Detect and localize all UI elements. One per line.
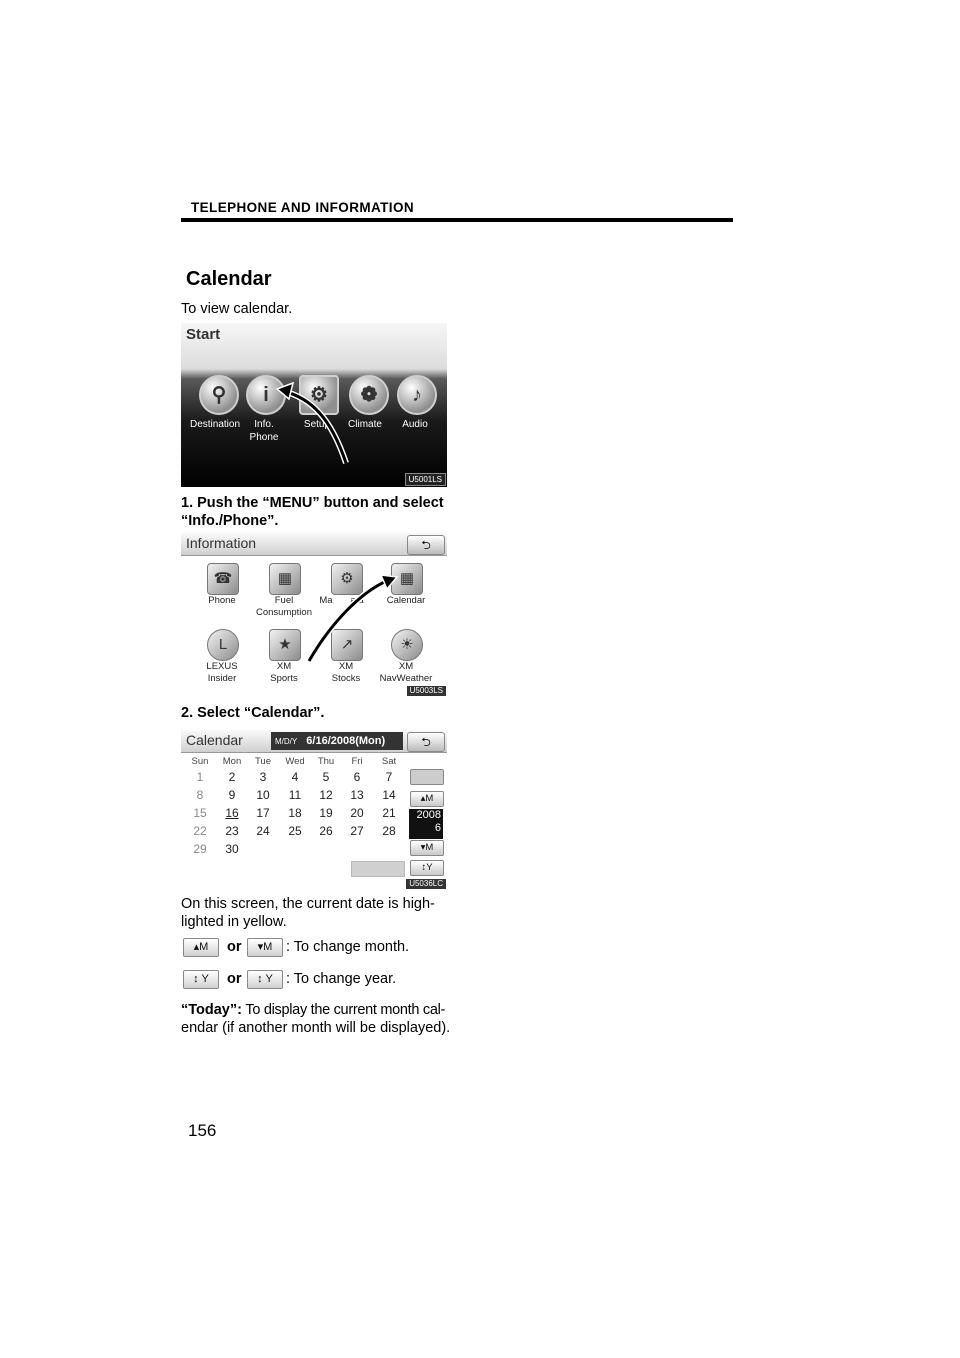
calendar-day: 26 (319, 824, 333, 838)
weather-icon: ☀ (391, 629, 423, 661)
calendar-day: 5 (322, 770, 330, 784)
weekday-header: Fri (351, 756, 363, 767)
calendar-day: 4 (291, 770, 299, 784)
info-item-lexus: LEXUS (206, 661, 238, 672)
date-field (271, 732, 403, 750)
today-text-1: To display the current month cal- (241, 1002, 446, 1018)
today-label: “Today”: (181, 1002, 242, 1018)
calendar-day: 2 (228, 770, 236, 784)
calendar-day: 28 (382, 824, 396, 838)
start-item-destination: Destination (189, 419, 241, 430)
info-item-xm-stocks: XM (338, 661, 354, 672)
phone-icon: ☎ (207, 563, 239, 595)
info-item-calendar: Calendar (386, 595, 426, 606)
weekday-header: Thu (317, 756, 335, 767)
calendar-day: 3 (259, 770, 267, 784)
calendar-day: 10 (256, 788, 270, 802)
weekday-header: Sun (191, 756, 209, 767)
weekday-header: Mon (222, 756, 242, 767)
calendar-day: 1 (196, 770, 204, 784)
start-item-setup: Setup (303, 419, 331, 430)
info-item-phone: Phone (208, 595, 236, 606)
info-item-maintenance-part2: ata (350, 595, 364, 606)
date-format: M/D/Y (275, 737, 298, 746)
weekday-header: Wed (285, 756, 305, 767)
image-code: U5001LS (405, 473, 446, 486)
pointer-arrow-icon (181, 323, 447, 487)
today-button (351, 861, 405, 877)
year-month-display (409, 809, 443, 839)
year-button: ↕Y (410, 860, 444, 876)
calendar-day: 29 (193, 842, 207, 856)
info-item-consumption: Consumption (256, 607, 312, 618)
title-bar (181, 730, 447, 753)
month-down-button-sample: ▾M (247, 938, 283, 957)
year-value: 2008 (416, 809, 441, 821)
month-up-button-sample: ▴M (183, 938, 219, 957)
header-rule (181, 218, 733, 222)
month-value: 6 (434, 822, 441, 834)
info-item-insider: Insider (207, 673, 237, 684)
month-down-button: ▾M (410, 840, 444, 856)
page-number: 156 (188, 1121, 217, 1140)
today-description-line-1 (181, 1001, 445, 1019)
calendar-day: 24 (256, 824, 270, 838)
step-1-line-1: 1. Push the “MENU” button and select (181, 495, 444, 511)
section-header: TELEPHONE AND INFORMATION (191, 200, 414, 215)
calendar-day: 17 (256, 806, 270, 820)
climate-icon: ❁ (349, 375, 389, 415)
info-item-fuel: Fuel (274, 595, 294, 606)
info-icon: i (246, 375, 286, 415)
today-description-line-2: endar (if another month will be displayed). (181, 1020, 451, 1036)
info-item-xm-navweather: XM (398, 661, 414, 672)
intro-text: To view calendar. (181, 301, 293, 317)
calendar-day: 16 (225, 806, 239, 820)
calendar-day: 27 (350, 824, 364, 838)
step-2: 2. Select “Calendar”. (181, 705, 325, 721)
calendar-day: 18 (288, 806, 302, 820)
start-screen-title: Start (186, 326, 221, 343)
current-date: 6/16/2008(Mon) (306, 735, 386, 747)
year-change-text: : To change year. (286, 971, 397, 987)
weekday-header: Sat (381, 756, 397, 767)
info-item-navweather: NavWeather (379, 673, 433, 684)
calendar-day: 19 (319, 806, 333, 820)
stocks-icon: ↗ (331, 629, 363, 661)
start-item-phone: Phone (249, 432, 279, 443)
description-line-2: lighted in yellow. (181, 914, 287, 930)
calendar-title: Calendar (186, 732, 243, 748)
image-code: U5003LS (407, 686, 446, 696)
pointer-arrow-icon (181, 533, 447, 697)
calendar-day: 12 (319, 788, 333, 802)
start-item-climate: Climate (348, 419, 382, 430)
info-item-stocks: Stocks (331, 673, 361, 684)
back-icon: ⮌ (407, 535, 445, 555)
fuel-icon: ▦ (269, 563, 301, 595)
info-item-xm-sports: XM (276, 661, 292, 672)
calendar-day: 8 (196, 788, 204, 802)
or-text: or (227, 971, 242, 987)
setup-icon: ⚙ (299, 375, 339, 415)
calendar-day: 25 (288, 824, 302, 838)
calendar-icon: ▦ (391, 563, 423, 595)
calendar-day: 9 (228, 788, 236, 802)
description-line-1: On this screen, the current date is high- (181, 896, 435, 912)
start-item-info: Info. (254, 419, 274, 430)
image-code: U5036LC (406, 879, 446, 889)
information-title: Information (186, 535, 257, 551)
disabled-button (410, 769, 444, 785)
calendar-day: 30 (225, 842, 239, 856)
month-change-text: : To change month. (286, 939, 410, 955)
calendar-day: 13 (350, 788, 364, 802)
calendar-day: 6 (353, 770, 361, 784)
info-item-maintenance-part1: Ma (319, 595, 333, 606)
month-up-button: ▴M (410, 791, 444, 807)
calendar-day: 23 (225, 824, 239, 838)
year-up-button-sample: ↕ Y (183, 970, 219, 989)
calendar-day: 15 (193, 806, 207, 820)
weekday-header: Tue (254, 756, 272, 767)
calendar-day: 11 (288, 788, 302, 802)
calendar-day: 20 (350, 806, 364, 820)
info-item-sports: Sports (270, 673, 298, 684)
back-icon: ⮌ (407, 732, 445, 752)
calendar-day: 21 (382, 806, 396, 820)
year-down-button-sample: ↕ Y (247, 970, 283, 989)
calendar-day: 7 (385, 770, 393, 784)
calendar-screen-image (181, 730, 447, 890)
magnifier-icon: ⚲ (199, 375, 239, 415)
sports-icon: ★ (269, 629, 301, 661)
page-title: Calendar (186, 268, 272, 290)
start-item-audio: Audio (402, 419, 428, 430)
maintenance-icon: ⚙ (331, 563, 363, 595)
information-screen-image (181, 533, 447, 697)
start-screen-image (181, 323, 447, 487)
or-text: or (227, 939, 242, 955)
music-note-icon: ♪ (397, 375, 437, 415)
lexus-icon: L (207, 629, 239, 661)
calendar-day: 22 (193, 824, 207, 838)
calendar-day: 14 (382, 788, 396, 802)
step-1-line-2: “Info./Phone”. (181, 513, 279, 529)
